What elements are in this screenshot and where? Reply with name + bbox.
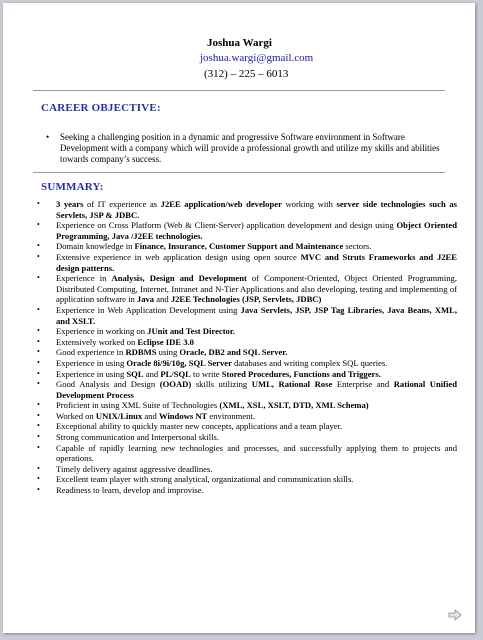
summary-text: to write xyxy=(190,368,222,379)
summary-bullet: • xyxy=(37,400,40,410)
summary-text: using xyxy=(156,347,180,358)
summary-bold-text: UML, Rational Rose xyxy=(251,379,333,390)
career-objective-heading: CAREER OBJECTIVE: xyxy=(41,102,161,114)
summary-bullet: • xyxy=(37,241,40,251)
summary-text: Experience in xyxy=(56,273,112,284)
summary-bullet: • xyxy=(37,432,40,442)
summary-bullet: • xyxy=(37,379,40,389)
summary-heading: SUMMARY: xyxy=(41,181,104,193)
summary-bold-text: 3 years xyxy=(56,199,84,209)
summary-text: Good Analysis and Design xyxy=(56,379,160,390)
summary-bold-text: (OOAD) xyxy=(159,379,192,390)
summary-bullet: • xyxy=(37,421,40,431)
summary-bold-text: RDBMS xyxy=(125,347,157,358)
summary-text: Readiness to learn, develop and improvise. xyxy=(56,485,204,496)
resume-page xyxy=(3,3,475,633)
summary-bold-text: PL/SQL xyxy=(160,368,191,379)
arrow-right-icon[interactable] xyxy=(448,608,462,622)
summary-bullet: • xyxy=(37,336,40,346)
summary-text: Experience in working on xyxy=(56,326,148,337)
summary-bullet: • xyxy=(37,326,40,336)
summary-item xyxy=(33,379,457,400)
career-objective-text xyxy=(46,132,440,166)
summary-item xyxy=(33,273,457,305)
summary-text: Good experience in xyxy=(56,347,126,358)
summary-bold-text: (XML, XSL, XSLT, DTD, XML Schema) xyxy=(219,400,369,411)
summary-bold-text: J2EE application/web developer xyxy=(160,199,282,209)
summary-text: Worked on xyxy=(56,410,96,421)
summary-text: Experience in using xyxy=(56,357,127,368)
summary-text: working with xyxy=(281,199,337,209)
summary-text: and xyxy=(142,410,159,421)
summary-bullet: • xyxy=(37,410,40,420)
header-divider xyxy=(33,90,445,91)
summary-item xyxy=(33,369,457,380)
summary-bold-text: Oracle 8i/9i/10g, SQL Server xyxy=(126,357,232,368)
summary-item xyxy=(33,421,457,432)
summary-bullet: • xyxy=(37,251,40,261)
summary-item xyxy=(33,220,457,241)
summary-item xyxy=(33,252,457,273)
summary-text: Extensive experience in web application design using open source xyxy=(56,251,301,262)
summary-bold-text: UNIX/Linux xyxy=(95,410,143,421)
summary-item xyxy=(33,241,457,252)
summary-item xyxy=(33,400,457,411)
summary-item xyxy=(33,326,457,337)
summary-bullet: • xyxy=(37,273,40,283)
summary-text: Exceptional ability to quickly master new concepts, applications and a team player. xyxy=(56,421,343,432)
summary-item xyxy=(33,464,457,475)
summary-bold-text: Windows NT xyxy=(158,410,208,421)
summary-text: and xyxy=(154,294,171,305)
summary-bold-text: server side technologies such as Servlets, JSP & JDBC. xyxy=(56,199,457,220)
summary-bold-text: Rational Unified Development Process xyxy=(56,379,457,400)
summary-bold-text: Oracle, DB2 and SQL Server. xyxy=(179,347,288,358)
summary-bullet: • xyxy=(37,304,40,314)
summary-text: Timely delivery against aggressive deadlines. xyxy=(56,463,213,474)
summary-bold-text: Analysis, Design and Development xyxy=(111,273,247,284)
summary-text: Strong communication and Interpersonal skills. xyxy=(56,432,220,443)
summary-bullet: • xyxy=(37,442,40,452)
summary-text: environment. xyxy=(207,410,255,421)
email-address[interactable]: joshua.wargi@gmail.com xyxy=(200,52,314,64)
summary-bold-text: Stored Procedures, Functions and Triggers. xyxy=(221,368,381,379)
summary-item xyxy=(33,443,457,464)
summary-bullet: • xyxy=(37,368,40,378)
summary-bullet: • xyxy=(37,357,40,367)
summary-bold-text: Java Servlets, JSP, JSP Tag Libraries, Java Beans, XML, and XSLT. xyxy=(56,304,457,326)
summary-bold-text: Finance, Insurance, Customer Support and Maintenance xyxy=(134,241,344,252)
candidate-name: Joshua Wargi xyxy=(207,37,272,49)
summary-bullet: • xyxy=(37,347,40,357)
summary-text: Experience in using xyxy=(56,368,127,379)
phone-number: (312) – 225 – 6013 xyxy=(204,68,289,80)
summary-item xyxy=(33,358,457,369)
summary-text: skills utilizing xyxy=(191,379,252,390)
summary-bullet: • xyxy=(37,199,40,208)
summary-bold-text: Java xyxy=(136,294,155,305)
summary-bullet: • xyxy=(37,220,40,230)
summary-text: Excellent team player with strong analytical, organizational and communication skills. xyxy=(56,474,354,485)
summary-text: Proficient in using XML Suite of Technologies xyxy=(56,400,220,411)
summary-bullet: • xyxy=(37,474,40,484)
summary-bold-text: Eclipse IDE 3.0 xyxy=(137,336,194,347)
summary-bullet: • xyxy=(37,463,40,473)
objective-paragraph: Seeking a challenging position in a dynamic and progressive Software environment in Software Development with a company which will provide a professional growth and utilize my skills and abilities towards company’s success. xyxy=(60,132,440,165)
summary-text: Domain knowledge in xyxy=(56,241,135,252)
summary-text: Enterprise and xyxy=(332,379,394,390)
summary-item xyxy=(33,411,457,422)
summary-text: Experience on Cross Platform (Web & Client-Server) application development and design using xyxy=(56,220,397,231)
summary-item xyxy=(33,485,457,496)
summary-bold-text: JUnit and Test Director. xyxy=(147,326,236,337)
objective-divider xyxy=(33,172,445,173)
summary-bullet: • xyxy=(37,485,40,495)
summary-text: Capable of rapidly learning new technologies and processes, and successfully applying them to projects and operations. xyxy=(56,442,457,464)
summary-text: Extensively worked on xyxy=(56,336,138,347)
summary-item xyxy=(33,305,457,326)
summary-text: sectors. xyxy=(343,241,372,252)
summary-list xyxy=(33,199,457,496)
summary-item xyxy=(33,199,457,220)
summary-text: Experience in Web Application Development using xyxy=(56,304,241,315)
summary-text: of IT experience as xyxy=(83,199,161,209)
summary-text: of Component-Oriented, Object Oriented Programming, Distributed Computing, Internet, Intranet and N-Tier Applications and also developing, testing and implementing of application software in xyxy=(56,273,457,305)
summary-bold-text: SQL xyxy=(126,368,144,379)
summary-item xyxy=(33,474,457,485)
objective-bullet: • xyxy=(46,132,50,142)
summary-bold-text: Object Oriented Programming, Java /J2EE technologies. xyxy=(56,220,457,241)
summary-item xyxy=(33,347,457,358)
summary-item xyxy=(33,337,457,348)
summary-item xyxy=(33,432,457,443)
summary-bold-text: J2EE Technologies (JSP, Servlets, JDBC) xyxy=(170,294,322,305)
summary-text: databases and writing complex SQL queries. xyxy=(231,357,388,368)
summary-text: and xyxy=(143,368,161,379)
summary-bold-text: MVC and Struts Frameworks and J2EE design patterns. xyxy=(56,251,457,273)
